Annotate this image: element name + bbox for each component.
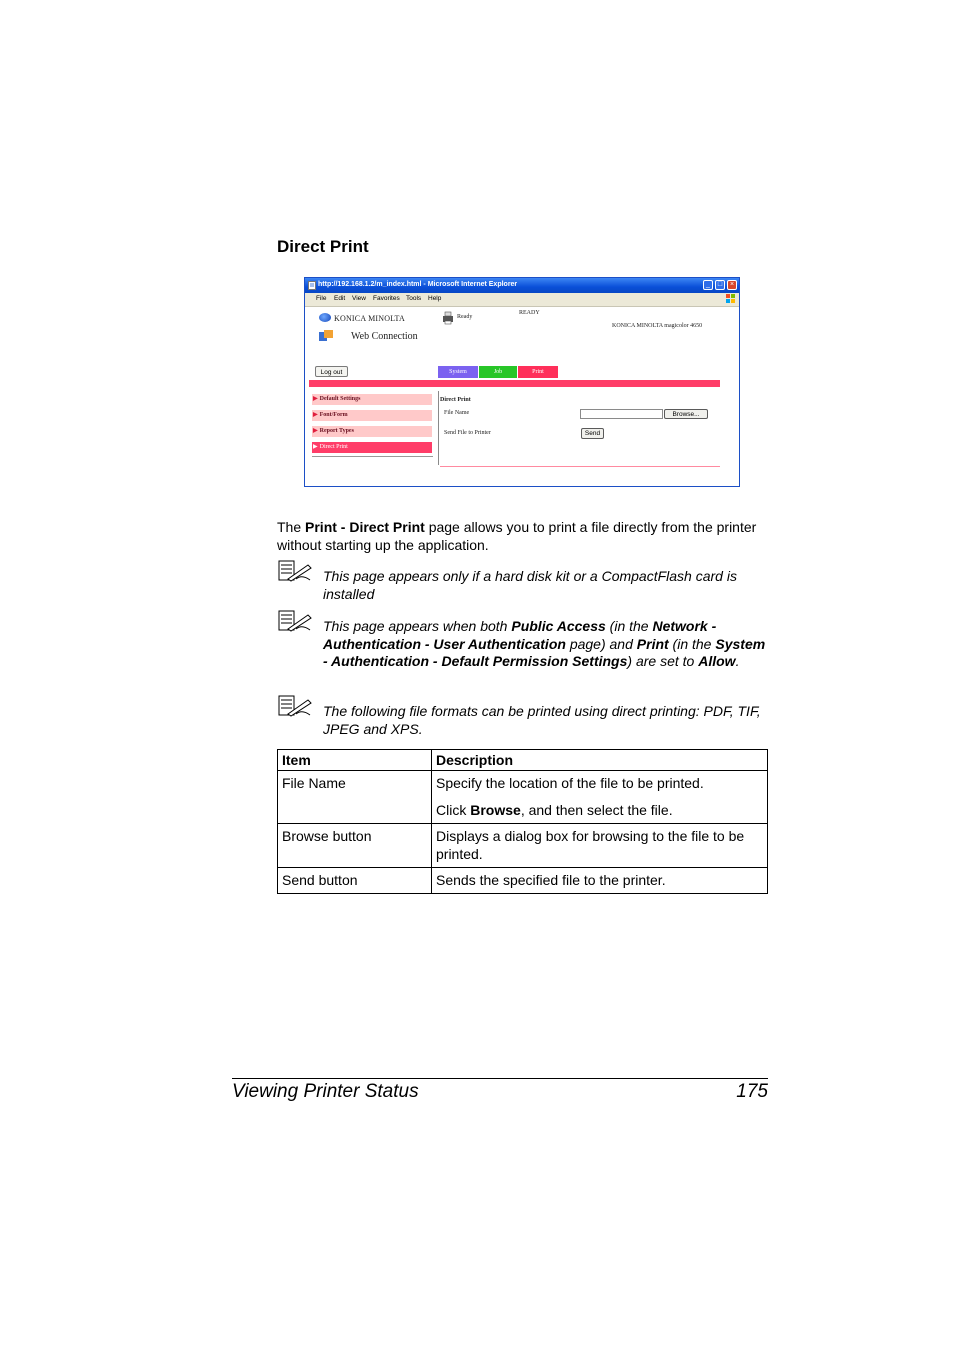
browser-window-screenshot — [304, 277, 740, 487]
table-cell-item: Browse button — [278, 824, 432, 868]
menu-favorites[interactable]: Favorites — [373, 295, 400, 302]
arrow-right-icon: ▶ — [313, 444, 318, 450]
description-text: , and then select the file. — [520, 802, 673, 818]
table-row — [278, 824, 768, 868]
menu-tools[interactable]: Tools — [406, 295, 422, 302]
logout-button[interactable]: Log out — [315, 366, 348, 377]
description-line — [436, 801, 763, 819]
description-table — [277, 749, 768, 894]
minimize-icon[interactable]: _ — [703, 280, 713, 290]
note-text: page) and — [565, 635, 637, 652]
arrow-right-icon: ▶ — [313, 412, 318, 418]
header-accent-bar — [309, 380, 720, 387]
note-text: ) are set to — [627, 653, 699, 669]
sidebar-item-label: Font/Form — [319, 412, 348, 418]
sidebar-item-default-settings[interactable] — [312, 394, 432, 405]
close-icon[interactable]: × — [727, 280, 737, 290]
window-title: http://192.168.1.2/m_index.html - Microsoft Internet Explorer — [318, 281, 518, 288]
description-line: Specify the location of the file to be printed. — [436, 775, 704, 791]
note-icon — [278, 610, 312, 632]
page-number: 175 — [736, 1081, 768, 1102]
menu-view[interactable]: View — [352, 295, 366, 302]
intro-bold: Print - Direct Print — [305, 519, 425, 535]
note-text: (in the — [668, 635, 716, 652]
maximize-icon[interactable]: □ — [715, 280, 725, 290]
footer-rule — [232, 1078, 768, 1079]
table-header-row — [278, 750, 768, 771]
note-text: This page appears when both — [323, 618, 512, 634]
content-bottom-rule — [440, 466, 720, 467]
sidebar-item-direct-print[interactable] — [312, 442, 432, 453]
file-name-input[interactable] — [580, 409, 663, 419]
page-icon — [308, 281, 316, 290]
menu-help[interactable]: Help — [428, 295, 442, 302]
tab-system[interactable]: System — [438, 366, 478, 378]
note-text: (in the — [605, 618, 653, 634]
sidebar-item-font-form[interactable] — [312, 410, 432, 421]
browse-button[interactable]: Browse... — [664, 409, 708, 419]
description-text: Click — [436, 802, 471, 818]
sidebar-item-label: Default Settings — [319, 396, 361, 402]
tab-job[interactable]: Job — [479, 366, 517, 378]
table-cell-item: File Name — [278, 771, 432, 824]
printer-icon — [441, 311, 455, 325]
intro-paragraph — [277, 518, 767, 554]
brand-logo-text: KONICA MINOLTA — [334, 314, 405, 323]
table-cell-item: Send button — [278, 868, 432, 894]
arrow-right-icon: ▶ — [313, 428, 318, 434]
printer-status-small: Ready — [457, 314, 473, 320]
table-row — [278, 868, 768, 894]
sidebar-item-label: Report Types — [319, 428, 354, 434]
description-bold: Browse — [470, 802, 521, 818]
note-icon — [278, 560, 312, 582]
content-divider — [438, 391, 439, 465]
konica-minolta-logo-icon — [319, 313, 331, 322]
note-hard-disk: This page appears only if a hard disk kit or a CompactFlash card is installed — [323, 568, 737, 602]
section-heading: Direct Print — [277, 237, 369, 256]
web-connection-title: Web Connection — [351, 331, 418, 342]
note-bold: Print — [636, 635, 669, 652]
note-file-formats: The following file formats can be printed using direct printing: PDF, TIF, JPEG and XPS. — [323, 703, 761, 737]
sidebar-divider — [312, 456, 433, 457]
intro-text: The — [277, 519, 306, 535]
file-name-label: File Name — [444, 410, 470, 416]
printer-model: KONICA MINOLTA magicolor 4650 — [612, 323, 703, 329]
note-authentication — [323, 618, 768, 671]
sidebar-item-report-types[interactable] — [312, 426, 432, 437]
menu-edit[interactable]: Edit — [334, 295, 346, 302]
note-text: . — [735, 653, 740, 669]
column-header-description: Description — [432, 750, 768, 771]
table-cell-description: Displays a dialog box for browsing to the file to be printed. — [432, 824, 768, 868]
footer-title: Viewing Printer Status — [232, 1081, 419, 1102]
table-row — [278, 771, 768, 824]
windows-logo-icon — [725, 294, 736, 304]
intro-text-end: page allows you to print a file directly from the printer without starting up the application. — [277, 519, 757, 553]
menu-file[interactable]: File — [316, 295, 327, 302]
table-cell-description: Sends the specified file to the printer. — [432, 868, 768, 894]
note-bold: Network - Authentication - User Authentication — [323, 618, 717, 652]
table-cell-description — [432, 771, 768, 824]
arrow-right-icon: ▶ — [313, 396, 318, 402]
column-header-item: Item — [278, 750, 432, 771]
title-bar — [305, 278, 739, 293]
note-bold: System - Authentication - Default Permission Settings — [323, 635, 766, 669]
printer-status: READY — [519, 310, 540, 316]
note-icon — [278, 695, 312, 717]
send-file-label: Send File to Printer — [444, 430, 491, 436]
pagescope-icon — [319, 330, 333, 342]
menu-bar — [305, 293, 739, 307]
tab-print[interactable]: Print — [518, 366, 558, 378]
content-title: Direct Print — [440, 397, 471, 403]
note-bold: Public Access — [511, 618, 606, 634]
note-bold: Allow — [698, 653, 736, 669]
send-button[interactable]: Send — [581, 428, 604, 439]
sidebar-item-label: Direct Print — [319, 444, 348, 450]
